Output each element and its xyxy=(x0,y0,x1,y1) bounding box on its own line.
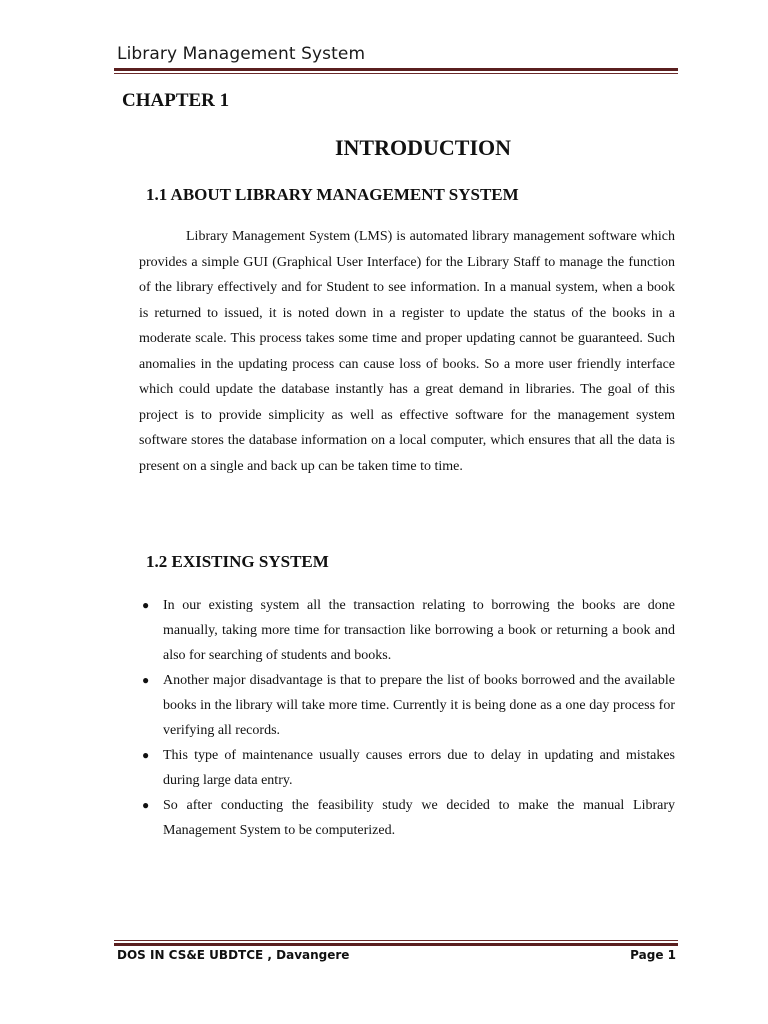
bullet-icon: ● xyxy=(142,748,150,762)
chapter-title: INTRODUCTION xyxy=(334,135,512,160)
list-item-text: So after conducting the feasibility study we decided to make the manual Library Management System to be computerized. xyxy=(163,798,675,838)
list-item-text: In our existing system all the transaction relating to borrowing the books are done manually, taking more time for transaction like borrowing a book or returning a book and also for searching of students and books. xyxy=(163,598,675,663)
section-heading-existing: 1.2 EXISTING SYSTEM xyxy=(146,552,329,571)
header-rule-thin xyxy=(114,73,678,74)
list-item xyxy=(142,793,675,843)
footer-institution: DOS IN CS&E UBDTCE , Davangere xyxy=(117,948,350,962)
bullet-icon: ● xyxy=(142,798,150,812)
footer-rule-thick xyxy=(114,943,678,946)
list-item-text: This type of maintenance usually causes errors due to delay in updating and mistakes during large data entry. xyxy=(163,748,675,788)
bullet-icon: ● xyxy=(142,598,150,612)
list-item xyxy=(142,743,675,793)
existing-system-list xyxy=(142,593,675,843)
bullet-icon: ● xyxy=(142,673,150,687)
header-rule-thick xyxy=(114,68,678,71)
running-header: Library Management System xyxy=(117,44,366,64)
list-item xyxy=(142,593,675,668)
footer-rule-thin xyxy=(114,940,678,941)
footer-page-number: Page 1 xyxy=(630,948,676,962)
about-paragraph: Library Management System (LMS) is automated library management software which provides a simple GUI (Graphical User Interface) for the Library Staff to manage the function of the library effectively and for Student to see information. In a manual system, when a book is returned to issued, it is noted down in a register to update the status of the books in a moderate scale. This process takes some time and proper updating cannot be guaranteed. Such anomalies in the updating process can cause loss of books. So a more user friendly interface which could update the database instantly has a great demand in libraries. The goal of this project is to provide simplicity as well as effective software for the management system software stores the database information on a local computer, which ensures that all the data is present on a single and back up can be taken time to time. xyxy=(139,229,675,474)
list-item xyxy=(142,668,675,743)
section-heading-about: 1.1 ABOUT LIBRARY MANAGEMENT SYSTEM xyxy=(146,185,519,204)
list-item-text: Another major disadvantage is that to prepare the list of books borrowed and the available books in the library will take more time. Currently it is being done as a one day process for verifying all records. xyxy=(163,673,675,738)
chapter-label: CHAPTER 1 xyxy=(122,90,230,111)
